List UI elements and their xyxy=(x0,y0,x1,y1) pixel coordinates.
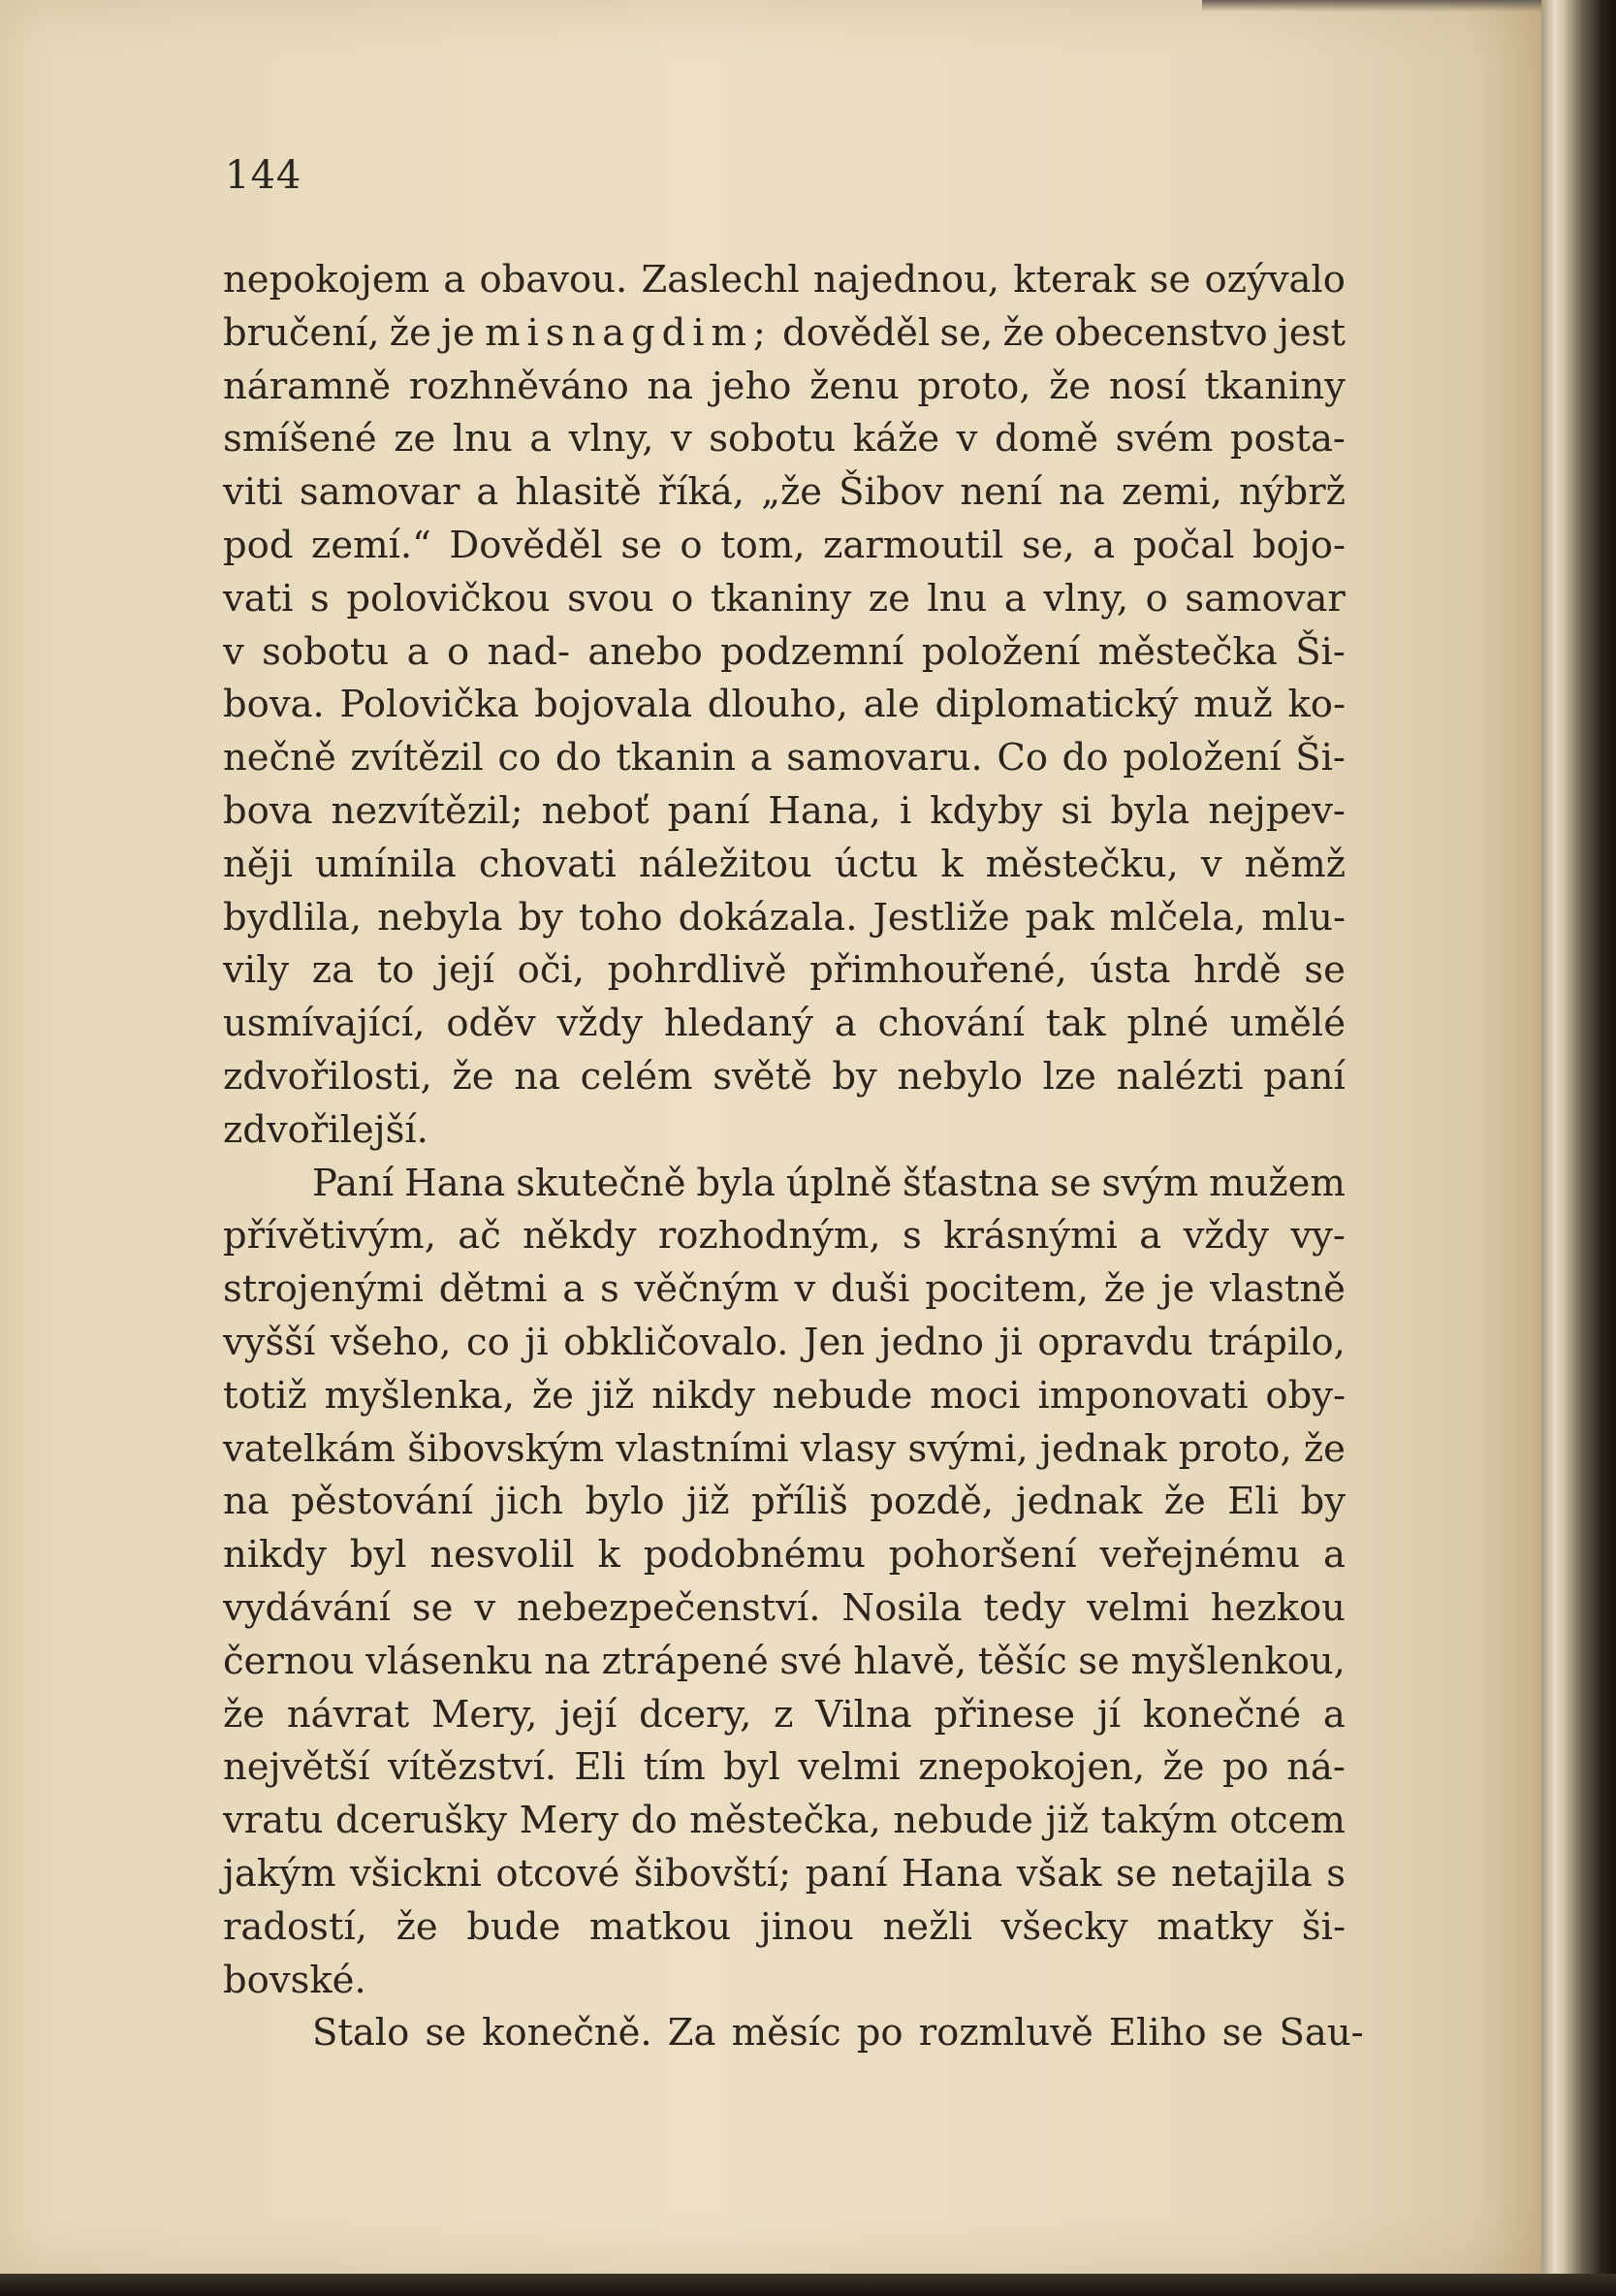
text-line: vyšší všeho, co ji obkličovalo. Jen jedno ji opravdu trápilo, xyxy=(223,1320,1346,1364)
text-line: vily za to její oči, pohrdlivě přimhouřené, ústa hrdě se xyxy=(223,948,1346,993)
text-line: něji umínila chovati náležitou úctu k městečku, v němž xyxy=(223,842,1346,886)
scan-bottom-edge xyxy=(0,2274,1616,2296)
book-spine-edge xyxy=(1541,0,1616,2296)
page-number: 144 xyxy=(225,153,302,198)
text-line: nikdy byl nesvolil k podobnému pohoršení veřejnému a xyxy=(223,1533,1346,1578)
text-line: nepokojem a obavou. Zaslechl najednou, kterak se ozývalo xyxy=(223,258,1346,302)
text-line: černou vlásenku na ztrápené své hlavě, těšíc se myšlenkou, xyxy=(223,1639,1346,1683)
text-line: nečně zvítězil co do tkanin a samovaru. Co do položení Ši- xyxy=(223,736,1346,781)
text-line: v sobotu a o nad- anebo podzemní položení městečka Ši- xyxy=(223,629,1346,674)
text-line: přívětivým, ač někdy rozhodným, s krásnými a vždy vy- xyxy=(223,1214,1346,1259)
text-line: totiž myšlenka, že již nikdy nebude moci imponovati oby- xyxy=(223,1373,1346,1418)
text-line: vydávání se v nebezpečenství. Nosila tedy velmi hezkou xyxy=(223,1585,1346,1630)
text-line: největší vítězství. Eli tím byl velmi znepokojen, že po ná- xyxy=(223,1745,1346,1790)
text-line: Paní Hana skutečně byla úplně šťastna se svým mužem xyxy=(312,1161,1346,1205)
text-line: viti samovar a hlasitě říká, „že Šibov není na zemi, nýbrž xyxy=(223,470,1346,515)
text-line: jakým všickni otcové šibovští; paní Hana však se netajila s xyxy=(223,1851,1346,1896)
text-line: vatelkám šibovským vlastními vlasy svými, jednak proto, že xyxy=(223,1426,1346,1471)
text-line: bovské. xyxy=(223,1958,366,2002)
text-line: náramně rozhněváno na jeho ženu proto, že nosí tkaniny xyxy=(223,364,1346,408)
text-line: bydlila, nebyla by toho dokázala. Jestliže pak mlčela, mlu- xyxy=(223,895,1346,940)
text-line: pod zemí.“ Dověděl se o tom, zarmoutil se, a počal bojo- xyxy=(223,523,1346,567)
text-line: usmívající, oděv vždy hledaný a chování tak plné umělé xyxy=(223,1002,1346,1046)
text-line: zdvořilosti, že na celém světě by nebylo lze nalézti paní xyxy=(223,1054,1346,1099)
body-text xyxy=(223,254,1364,2060)
text-line: Stalo se konečně. Za měsíc po rozmluvě Eliho se Sau- xyxy=(312,2011,1364,2056)
text-line: na pěstování jich bylo již příliš pozdě, jednak že Eli by xyxy=(223,1480,1346,1524)
text-line: strojenými dětmi a s věčným v duši pocitem, že je vlastně xyxy=(223,1267,1346,1312)
text-line: zdvořilejší. xyxy=(223,1107,428,1152)
text-line: bova. Polovička bojovala dlouho, ale diplomatický muž ko- xyxy=(223,683,1346,727)
text-line: smíšené ze lnu a vlny, v sobotu káže v domě svém posta- xyxy=(223,417,1346,462)
text-line: radostí, že bude matkou jinou nežli všecky matky ši- xyxy=(223,1904,1346,1949)
text-line: vratu dcerušky Mery do městečka, nebude již takým otcem xyxy=(223,1799,1346,1843)
emphasized-word: misnagdim; xyxy=(485,310,773,355)
text-line: bova nezvítězil; neboť paní Hana, i kdyby si byla nejpev- xyxy=(223,788,1346,833)
text-line: vati s polovičkou svou o tkaniny ze lnu a vlny, o samovar xyxy=(223,576,1346,621)
text-line: že návrat Mery, její dcery, z Vilna přinese jí konečné a xyxy=(223,1692,1346,1737)
text-line: bručení, že je misnagdim; dověděl se, že obecenstvo jest xyxy=(223,307,1346,361)
